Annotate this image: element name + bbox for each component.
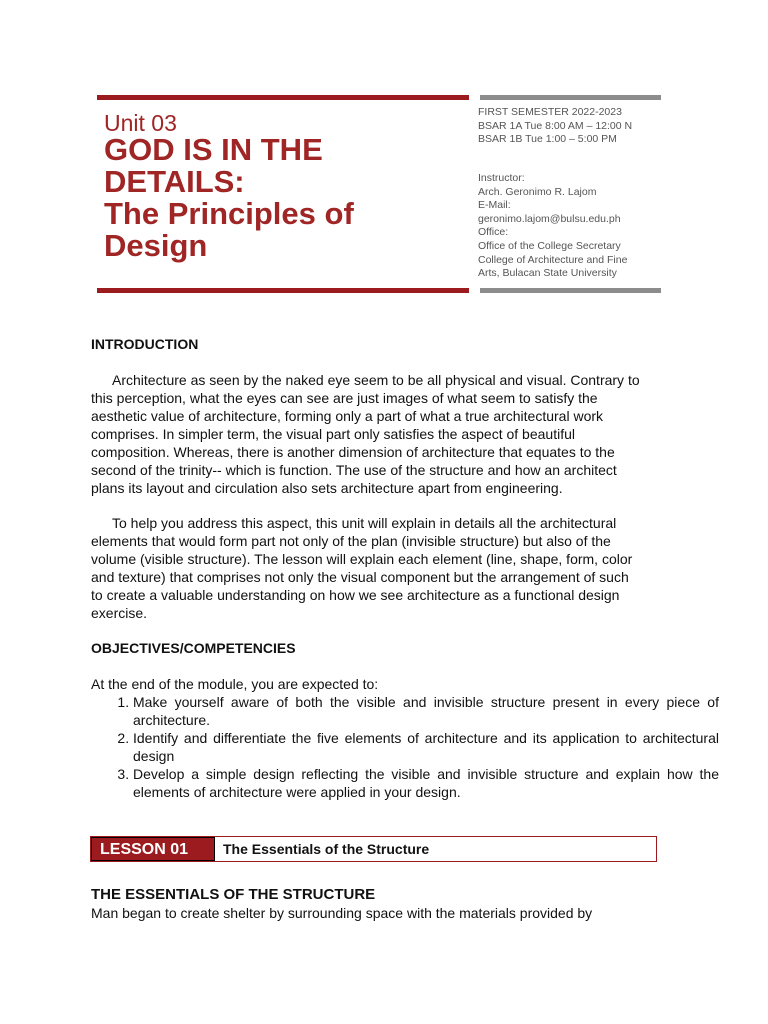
text-line: To help you address this aspect, this unit will explain in details all the architectural — [112, 515, 617, 531]
title-line: Design — [104, 228, 208, 263]
header-top-rule-gray — [480, 95, 661, 100]
schedule-line: BSAR 1B Tue 1:00 – 5:00 PM — [478, 133, 617, 146]
office-line: Office of the College Secretary — [478, 239, 621, 252]
lesson-tag: LESSON 01 — [91, 837, 215, 861]
email: geronimo.lajom@bulsu.edu.ph — [478, 212, 621, 225]
list-item: 1. Make yourself aware of both the visible and invisible structure present in every piece of architecture. — [133, 693, 719, 729]
text-line: composition. Whereas, there is another dimension of architecture that equates to the — [91, 444, 615, 460]
text-line: this perception, what the eyes can see are just images of what seem to satisfy the — [91, 390, 598, 406]
text-line: and texture) that comprises not only the visual component but the arrangement of such — [91, 569, 629, 585]
introduction-paragraph-2 — [91, 514, 677, 622]
header-bottom-rule-gray — [480, 288, 661, 293]
page-title — [104, 134, 464, 262]
title-line: GOD IS IN THE — [104, 132, 323, 167]
office-line: College of Architecture and Fine — [478, 253, 628, 266]
schedule-line: BSAR 1A Tue 8:00 AM – 12:00 N — [478, 119, 633, 132]
essentials-text: Man began to create shelter by surrounding space with the materials provided by — [91, 905, 593, 921]
text-line: aesthetic value of architecture, forming only a part of what a true architectural work — [91, 408, 604, 424]
text-line: elements that would form part not only of the plan (invisible structure) but also of the — [91, 533, 611, 549]
office-line: Arts, Bulacan State University — [478, 267, 617, 280]
email-label: E-Mail: — [478, 199, 511, 212]
semester: FIRST SEMESTER 2022-2023 — [478, 106, 622, 118]
introduction-heading: INTRODUCTION — [91, 336, 199, 352]
objectives-heading: OBJECTIVES/COMPETENCIES — [91, 640, 296, 656]
introduction-paragraph-1 — [91, 371, 677, 497]
title-line: The Principles of — [104, 196, 354, 231]
objectives-list — [91, 693, 719, 801]
list-item: 2. Identify and differentiate the five elements of architecture and its application to architectural design — [133, 729, 719, 765]
objectives-intro: At the end of the module, you are expected to: — [91, 676, 379, 692]
text-line: comprises. In simpler term, the visual part only satisfies the aspect of beautiful — [91, 426, 575, 442]
unit-label: Unit 03 — [104, 110, 177, 136]
instructor-name: Arch. Geronimo R. Lajom — [478, 185, 597, 198]
text-line: to create a valuable understanding on how we see architecture as a functional design — [91, 587, 620, 603]
lesson-title: The Essentials of the Structure — [223, 841, 430, 857]
lesson-banner — [90, 836, 657, 862]
text-line: volume (visible structure). The lesson will explain each element (line, shape, form, color — [91, 551, 633, 567]
instructor-label: Instructor: — [478, 172, 525, 184]
instructor-info — [478, 172, 627, 281]
text-line: Architecture as seen by the naked eye seem to be all physical and visual. Contrary to — [112, 372, 640, 388]
office-label: Office: — [478, 226, 509, 239]
text-line: exercise. — [91, 605, 148, 621]
header-top-rule — [97, 95, 469, 100]
course-schedule — [478, 106, 632, 147]
text-line: plans its layout and circulation also sets architecture apart from engineering. — [91, 480, 563, 496]
header-bottom-rule — [97, 288, 469, 293]
essentials-heading: THE ESSENTIALS OF THE STRUCTURE — [91, 886, 376, 903]
text-line: second of the trinity-- which is function. The use of the structure and how an architect — [91, 462, 617, 478]
list-item: 3. Develop a simple design reflecting the visible and invisible structure and explain how the elements of architecture were applied in your design. — [133, 765, 719, 801]
title-line: DETAILS: — [104, 164, 245, 199]
